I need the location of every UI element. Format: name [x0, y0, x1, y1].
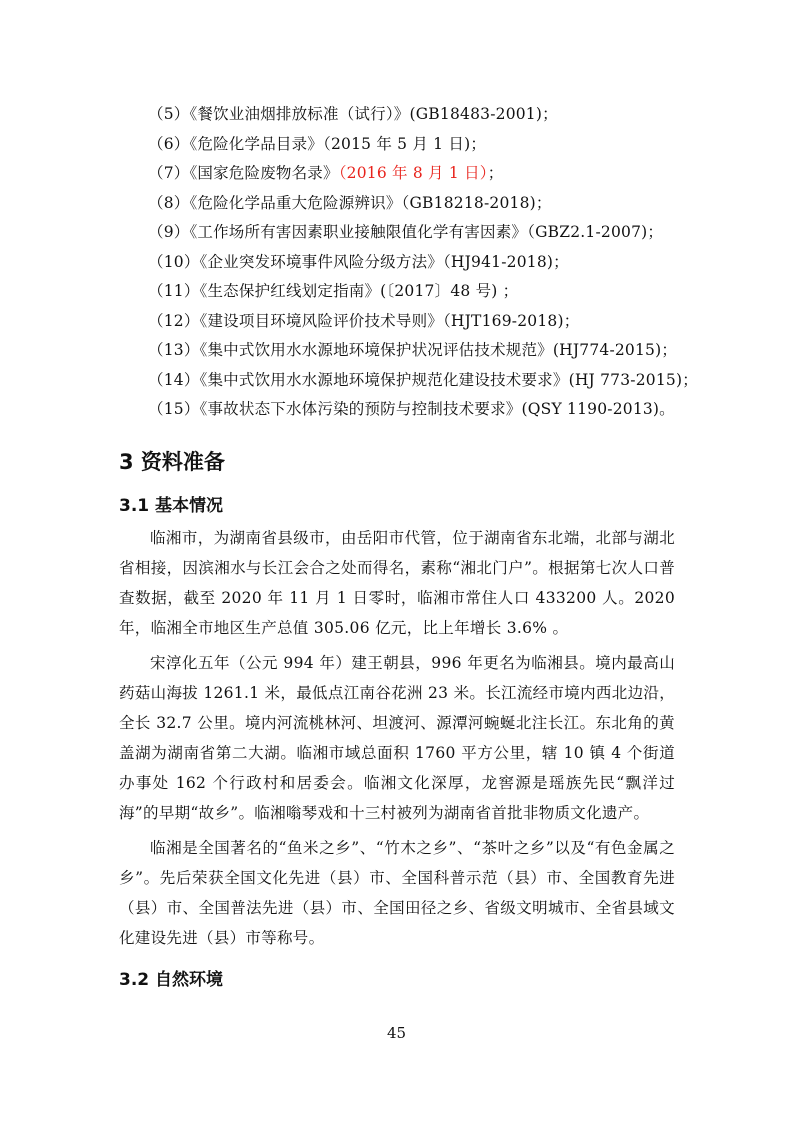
subsection-heading-natural-environment: 3.2 自然环境 [119, 970, 224, 990]
reference-text: （10）《企业突发环境事件风险分级方法》（HJ941-2018)； [148, 252, 569, 271]
paragraph: 临湘市，为湖南省县级市，由岳阳市代管，位于湖南省东北端，北部与湖北省相接，因滨湘水与长江会合之处而得名，素称“湘北门户”。根据第七次人口普查数据，截至 2020 年 11 月 1 日零时，临湘市常住人口 433200 人。2020 年，临湘全市地区生产总值 305.06 亿元，比上年增长 3.6% 。 [119, 529, 675, 637]
reference-item [148, 100, 698, 130]
reference-text: （7）《国家危险废物名录》 [148, 164, 339, 182]
reference-item [148, 395, 698, 425]
reference-item [148, 336, 698, 366]
reference-text: （15）《事故状态下水体污染的预防与控制技术要求》(QSY 1190-2013)。 [148, 400, 675, 418]
reference-list [148, 100, 698, 425]
subsection-heading-basic-info: 3.1 基本情况 [119, 496, 224, 516]
reference-text: （14）《集中式饮用水水源地环境保护规范化建设技术要求》(HJ 773-2015)； [148, 370, 698, 389]
page-number: 45 [386, 1024, 407, 1042]
reference-text: （8）《危险化学品重大危险源辨识》（GB18218-2018)； [148, 193, 552, 212]
section-heading: 3 资料准备 [119, 450, 225, 474]
reference-text: （12）《建设项目环境风险评价技术导则》（HJT169-2018)； [148, 311, 580, 330]
paragraph: 宋淳化五年（公元 994 年）建王朝县，996 年更名为临湘县。境内最高山药菇山海拔 1261.1 米，最低点江南谷花洲 23 米。长江流经市境内西北边沿，全长 32.7 公里。境内河流桃林河、坦渡河、源潭河蜿蜒北注长江。东北角的黄盖湖为湖南省第二大湖。临湘市域总面积 1760 平方公里，辖 10 镇 4 个街道办事处 162 个行政村和居委会。临湘文化深厚，龙窖源是瑶族先民“飘洋过海”的早期“故乡”。临湘嗡琴戏和十三村被列为湖南省首批非物质文化遗产。 [119, 654, 675, 822]
reference-highlight-date: （2016 年 8 月 1 日） [338, 164, 488, 182]
reference-item [148, 277, 698, 307]
reference-text: （6）《危险化学品目录》（2015 年 5 月 1 日)； [148, 134, 487, 153]
reference-text: （13）《集中式饮用水水源地环境保护状况评估技术规范》(HJ774-2015)； [148, 341, 678, 359]
reference-item [148, 189, 698, 219]
reference-item [148, 159, 698, 189]
paragraph: 临湘是全国著名的“鱼米之乡”、“竹木之乡”、“茶叶之乡”以及“有色金属之乡”。先后荣获全国文化先进（县）市、全国科普示范（县）市、全国教育先进（县）市、全国普法先进（县）市、全国田径之乡、省级文明城市、全省县域文化建设先进（县）市等称号。 [119, 839, 675, 947]
reference-item [148, 218, 698, 248]
reference-item [148, 307, 698, 337]
reference-item [148, 130, 698, 160]
reference-text: （9）《工作场所有害因素职业接触限值化学有害因素》（GBZ2.1-2007)； [148, 223, 664, 241]
reference-item [148, 366, 698, 396]
reference-text-tail: ； [487, 164, 504, 182]
reference-item [148, 248, 698, 278]
reference-text: （11）《生态保护红线划定指南》(〔2017〕48 号) ； [148, 282, 519, 300]
reference-text: （5）《餐饮业油烟排放标准（试行）》(GB18483-2001)； [148, 105, 558, 123]
